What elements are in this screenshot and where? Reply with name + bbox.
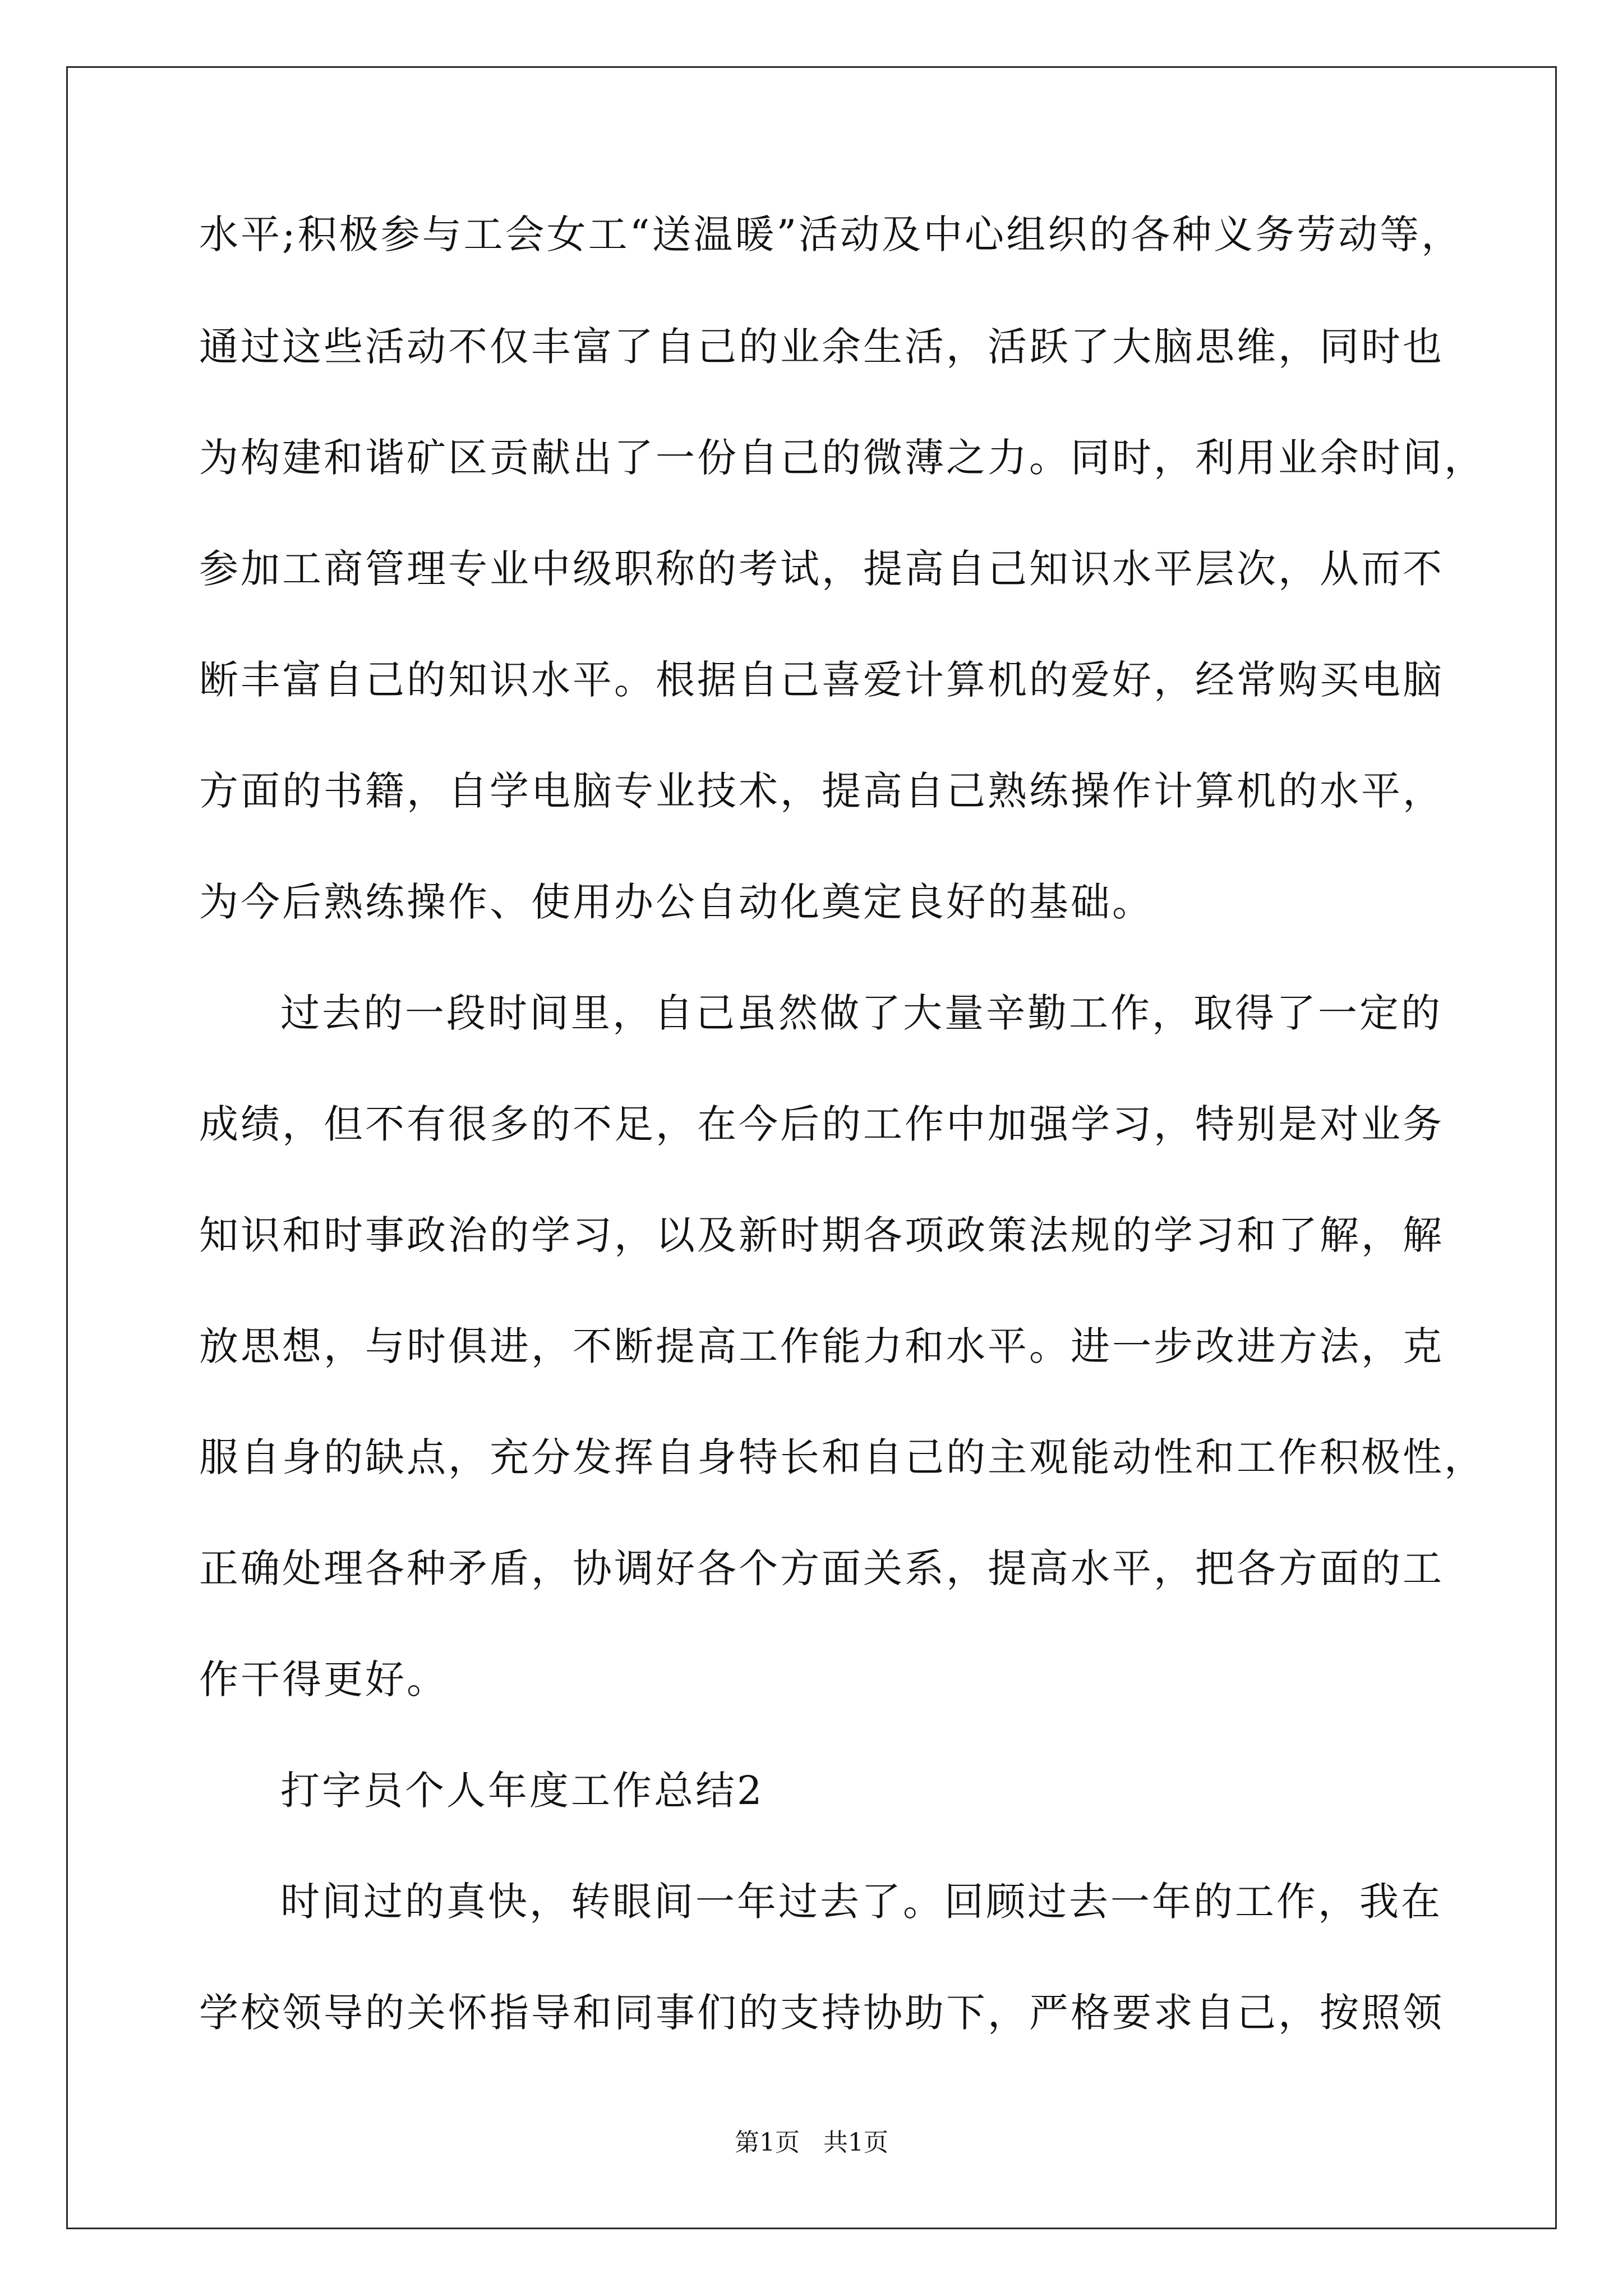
body-text-line: 通过这些活动不仅丰富了自己的业余生活，活跃了大脑思维，同时也 — [199, 324, 1444, 370]
body-text-line: 为今后熟练操作、使用办公自动化奠定良好的基础。 — [199, 879, 1154, 925]
body-text-line: 作干得更好。 — [199, 1657, 448, 1703]
paragraph-start-line: 过去的一段时间里，自己虽然做了大量辛勤工作，取得了一定的 — [280, 990, 1442, 1036]
body-text-line: 成绩，但不有很多的不足，在今后的工作中加强学习，特别是对业务 — [199, 1101, 1444, 1147]
body-text-line: 知识和时事政治的学习，以及新时期各项政策法规的学习和了解，解 — [199, 1212, 1444, 1258]
body-text-line: 参加工商管理专业中级职称的考试，提高自己知识水平层次，从而不 — [199, 546, 1444, 592]
body-text-line: 学校领导的关怀指导和同事们的支持协助下，严格要求自己，按照领 — [199, 1990, 1444, 2036]
body-text-line: 为构建和谐矿区贡献出了一份自己的微薄之力。同时，利用业余时间， — [199, 435, 1486, 481]
body-text-line: 方面的书籍，自学电脑专业技术，提高自己熟练操作计算机的水平， — [199, 768, 1444, 814]
body-text-line: 水平;积极参与工会女工“送温暖”活动及中心组织的各种义务劳动等， — [199, 211, 1463, 257]
body-text-line: 服自身的缺点，充分发挥自身特长和自己的主观能动性和工作积极性， — [199, 1434, 1486, 1480]
section-heading: 打字员个人年度工作总结2 — [280, 1768, 764, 1814]
page-number-footer: 第1页 共1页 — [735, 2128, 888, 2157]
body-text-line: 正确处理各种矛盾，协调好各个方面关系，提高水平，把各方面的工 — [199, 1545, 1444, 1591]
body-text-line: 断丰富自己的知识水平。根据自己喜爱计算机的爱好，经常购买电脑 — [199, 657, 1444, 703]
body-text-line: 放思想，与时俱进，不断提高工作能力和水平。进一步改进方法，克 — [199, 1323, 1444, 1369]
paragraph-start-line: 时间过的真快，转眼间一年过去了。回顾过去一年的工作，我在 — [280, 1879, 1442, 1925]
